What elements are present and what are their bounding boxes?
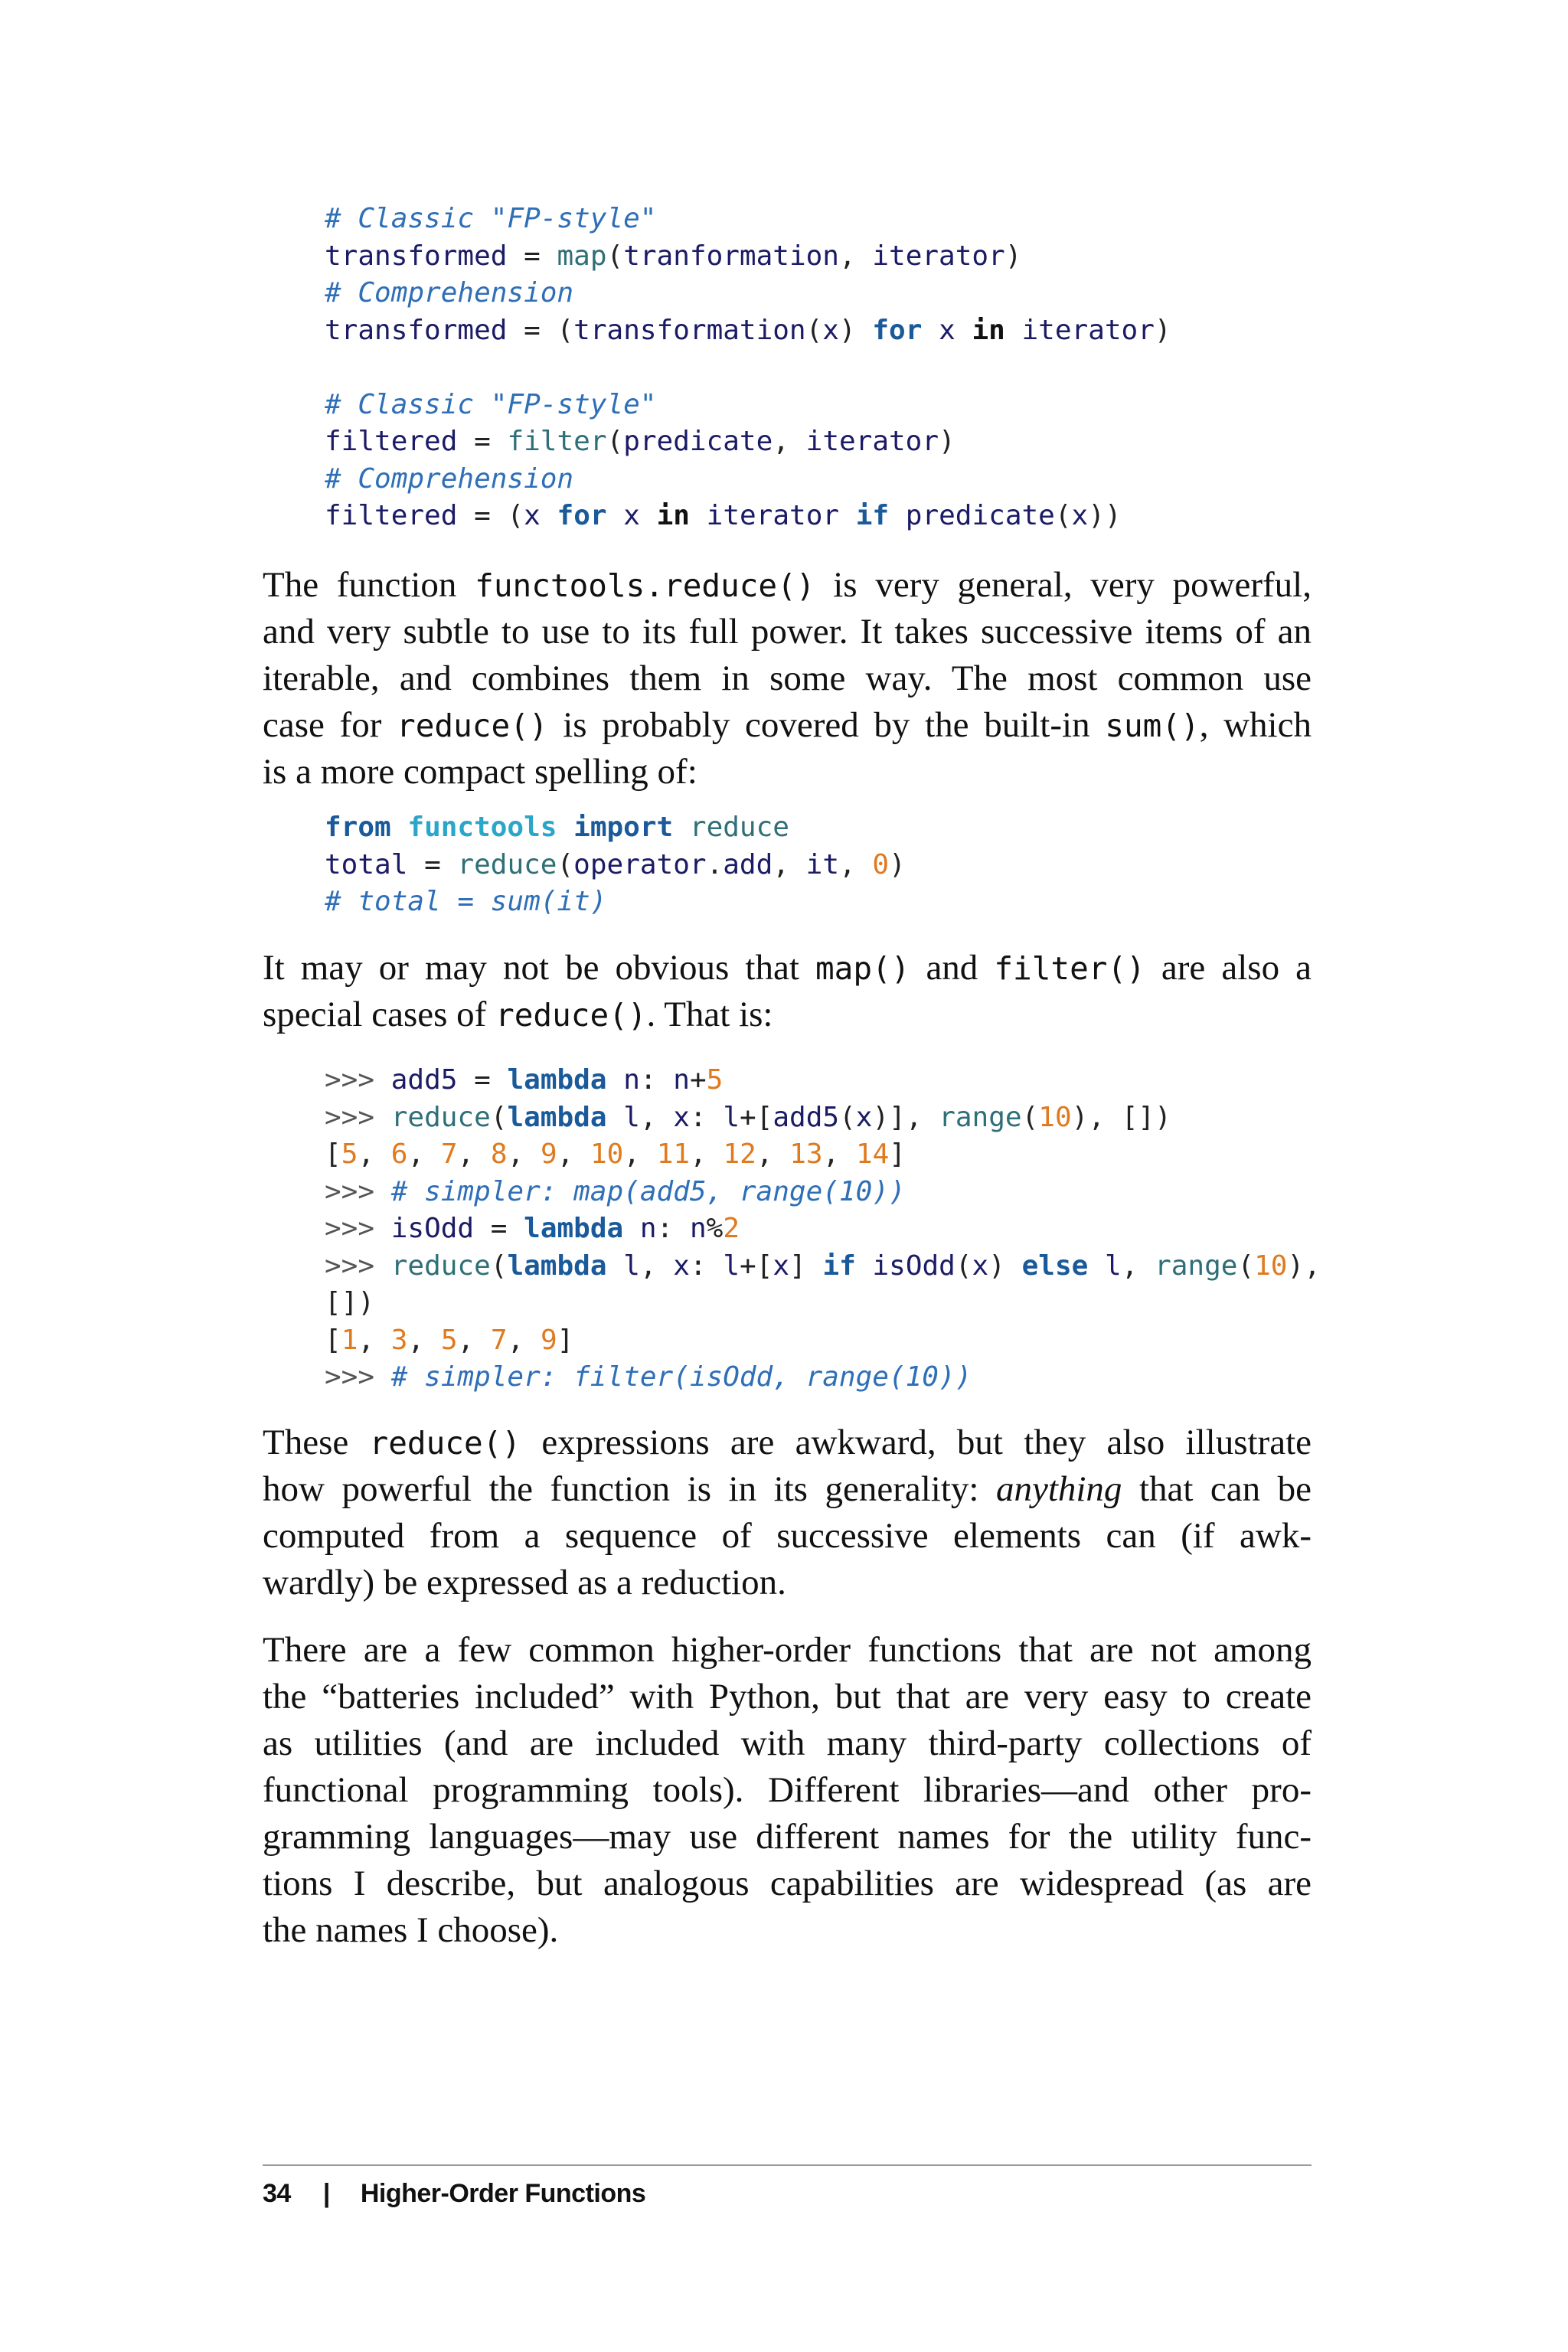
text-line: case for reduce() is probably covered by the built-in sum(), which (263, 705, 1312, 745)
text-line: There are a few common higher-order functions that are not among (263, 1630, 1312, 1670)
code-line: # Classic "FP-style" (325, 203, 657, 234)
text-line: is a more compact spelling of: (263, 752, 697, 792)
text-line: tions I describe, but analogous capabilities are widespread (as are (263, 1864, 1312, 1903)
code-line: >>> add5 = lambda n: n+5 (325, 1064, 724, 1096)
page-number: 34 (263, 2179, 291, 2208)
text-line: the “batteries included” with Python, but that are very easy to create (263, 1677, 1312, 1717)
text-line: computed from a sequence of successive elements can (if awk- (263, 1516, 1312, 1556)
code-line: >>> reduce(lambda l, x: l+[x] if isOdd(x) else l, range(10), (325, 1250, 1321, 1282)
text-line: how powerful the function is in its generality: anything that can be (263, 1469, 1312, 1509)
paragraph-awkward-expressions (263, 1419, 1312, 1606)
code-line: total = reduce(operator.add, it, 0) (325, 848, 906, 880)
text-line: The function functools.reduce() is very general, very powerful, (263, 565, 1312, 605)
text-line: functional programming tools). Different libraries—and other pro- (263, 1770, 1312, 1810)
code-line: # total = sum(it) (325, 886, 607, 917)
code-line: filtered = (x for x in iterator if predicate(x)) (325, 500, 1122, 531)
footer-rule (263, 2164, 1312, 2166)
code-block-map-filter (325, 201, 1320, 535)
paragraph-special-cases (263, 945, 1312, 1038)
text-line: gramming languages—may use different names for the utility func- (263, 1817, 1312, 1857)
code-line: >>> # simpler: filter(isOdd, range(10)) (325, 1361, 972, 1393)
chapter-title: Higher-Order Functions (360, 2179, 646, 2208)
code-line: # Classic "FP-style" (325, 388, 657, 420)
code-line: >>> reduce(lambda l, x: l+[add5(x)], range(10), []) (325, 1101, 1171, 1133)
code-line: from functools import reduce (325, 812, 789, 843)
code-line (325, 349, 1320, 387)
text-line: It may or may not be obvious that map() and filter() are also a (263, 948, 1312, 988)
text-line: special cases of reduce(). That is: (263, 995, 773, 1034)
text-line: the names I choose). (263, 1910, 559, 1950)
code-line: [5, 6, 7, 8, 9, 10, 11, 12, 13, 14] (325, 1138, 906, 1170)
text-line: and very subtle to use to its full power. It takes successive items of an (263, 612, 1312, 652)
text-line: These reduce() expressions are awkward, but they also illustrate (263, 1423, 1312, 1462)
paragraph-higher-order-utilities (263, 1627, 1312, 1954)
paragraph-reduce-intro (263, 562, 1312, 795)
code-line: # Comprehension (325, 277, 574, 309)
code-line: transformed = (transformation(x) for x in iterator) (325, 314, 1171, 346)
text-line: iterable, and combines them in some way. The most common use (263, 658, 1312, 698)
footer-separator: | (322, 2179, 330, 2208)
page-footer (263, 2179, 645, 2209)
code-line: [1, 3, 5, 7, 9] (325, 1324, 574, 1356)
code-line: >>> # simpler: map(add5, range(10)) (325, 1175, 906, 1207)
code-line: []) (325, 1287, 375, 1318)
code-line: transformed = map(tranformation, iterator) (325, 240, 1022, 272)
code-line: # Comprehension (325, 462, 574, 495)
text-line: wardly) be expressed as a reduction. (263, 1563, 786, 1602)
text-line: as utilities (and are included with many third-party collections of (263, 1723, 1312, 1763)
code-line: >>> isOdd = lambda n: n%2 (325, 1213, 740, 1244)
code-block-repl-examples (325, 1062, 1320, 1396)
code-block-reduce-sum (325, 809, 1320, 921)
code-line: filtered = filter(predicate, iterator) (325, 426, 956, 457)
